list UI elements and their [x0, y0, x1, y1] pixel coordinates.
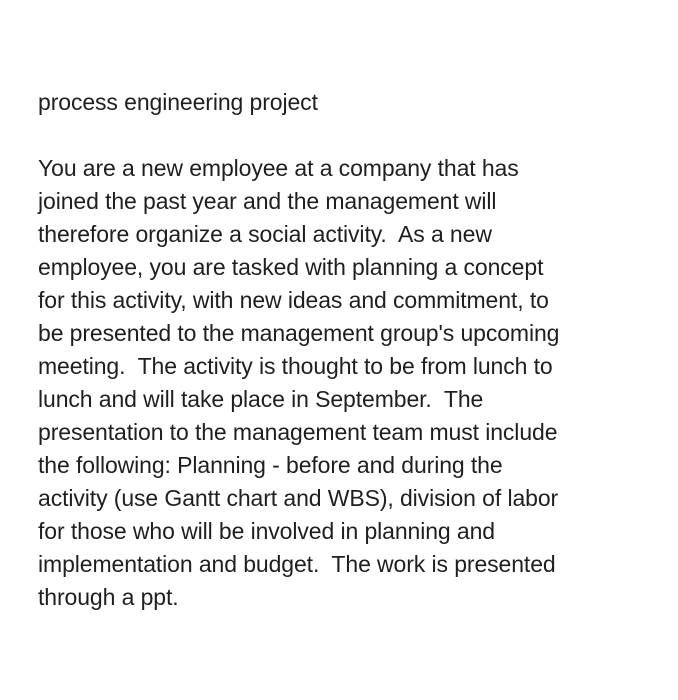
- body-line: therefore organize a social activity. As a new: [38, 221, 492, 247]
- body-line: for those who will be involved in planning and: [38, 518, 495, 544]
- body-line: the following: Planning - before and during the: [38, 452, 503, 478]
- body-line: meeting. The activity is thought to be from lunch to: [38, 353, 553, 379]
- body-line: for this activity, with new ideas and commitment, to: [38, 287, 549, 313]
- body-line: activity (use Gantt chart and WBS), division of labor: [38, 485, 559, 511]
- body-line: be presented to the management group's upcoming: [38, 320, 560, 346]
- body-line: lunch and will take place in September. The: [38, 386, 484, 412]
- body-line: implementation and budget. The work is presented: [38, 551, 556, 577]
- document-text: [38, 86, 658, 614]
- body-line: presentation to the management team must include: [38, 419, 558, 445]
- body-line: employee, you are tasked with planning a concept: [38, 254, 544, 280]
- paragraph-spacer: [38, 119, 658, 152]
- body-line: joined the past year and the management will: [38, 188, 497, 214]
- body-line: through a ppt.: [38, 584, 179, 610]
- document-title: process engineering project: [38, 89, 318, 115]
- body-line: You are a new employee at a company that has: [38, 155, 519, 181]
